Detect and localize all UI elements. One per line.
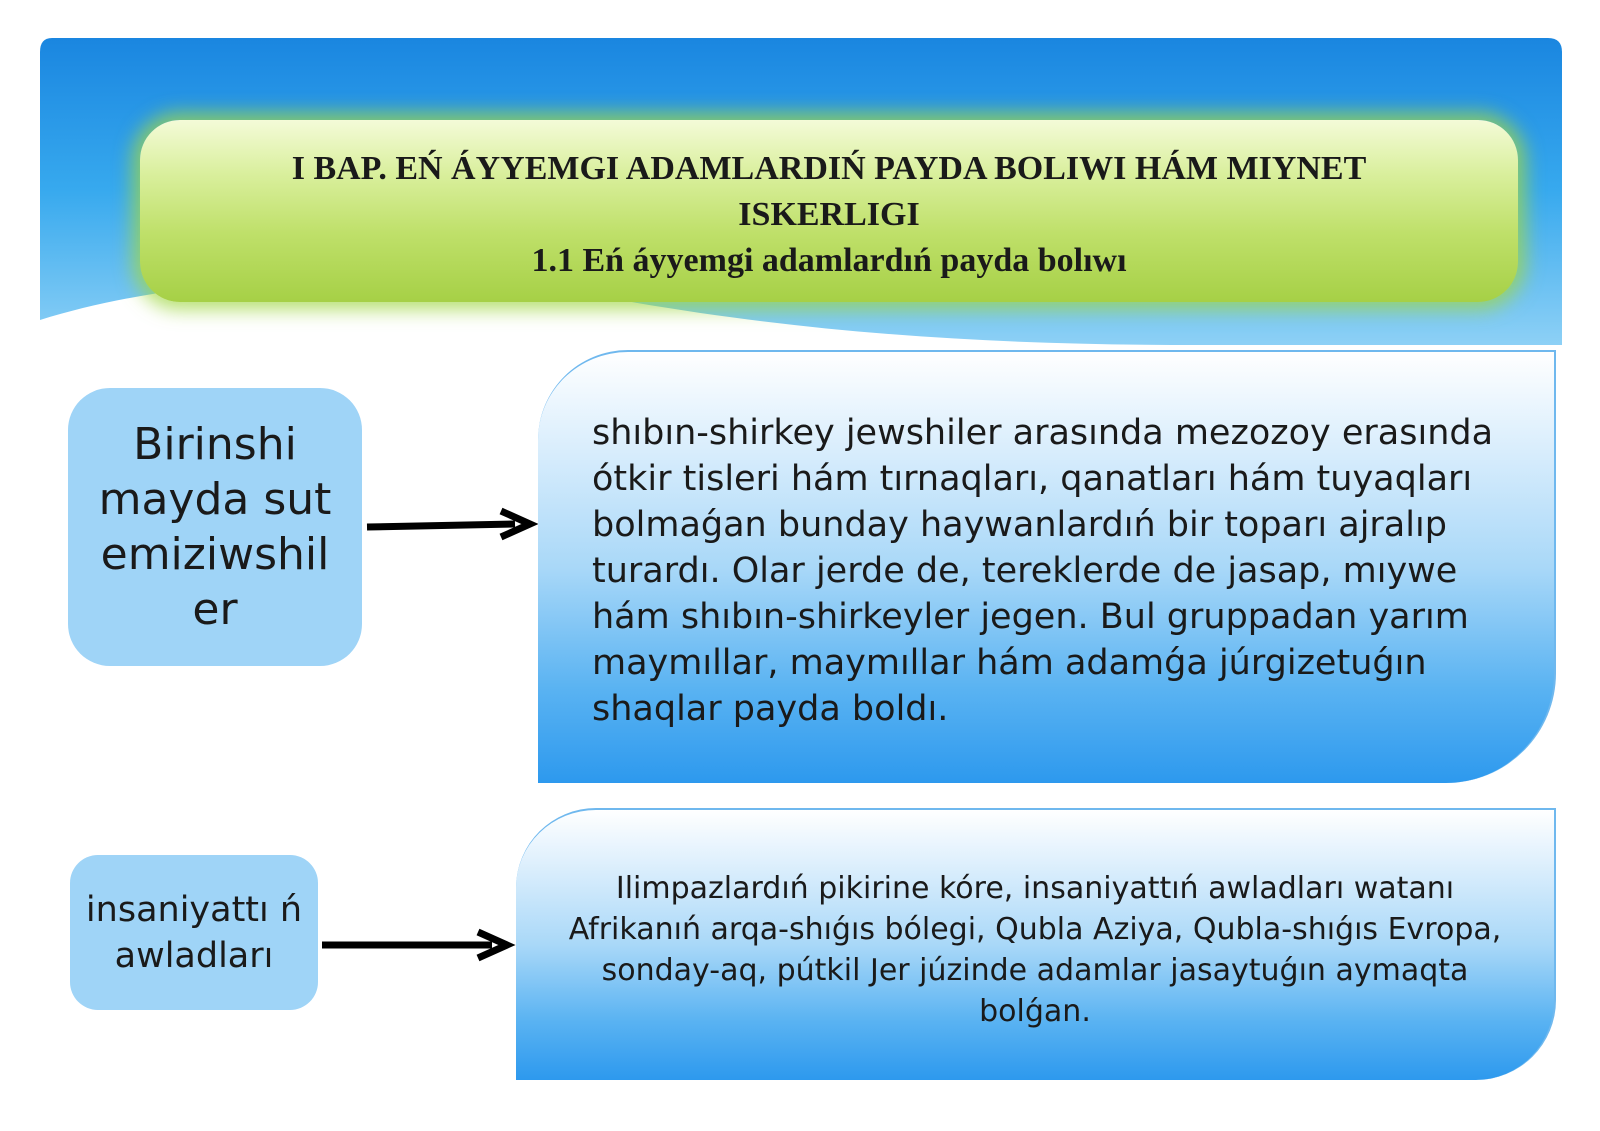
chapter-title: I BAP. EŃ ÁYYEMGI ADAMLARDIŃ PAYDA BOLIWI HÁM MIYNET ISKERLIGI [291,150,1367,233]
text-box-2-content: Ilimpazlardıń pikirine kóre, insaniyattıń awladları watanı Afrikanıń arqa-shıǵıs bólegi, Qubla Aziya, Qubla-shıǵıs Evropa, sonday-aq, pútkil Jer júzinde adamlar jasaytuǵın aymaqta bolǵan. [568,871,1502,1029]
title-banner [140,120,1518,302]
text-box-1-content: shıbın-shirkey jewshiler arasında mezozoy erasında ótkir tisleri hám tırnaqları, qanatları hám tuyaqları bolmaǵan bunday haywanlardıń bir toparı ajralıp turardı. Olar jerde de, tereklerde de jasap, mıywe hám shıbın-shirkeyler jegen. Bul gruppadan yarım maymıllar, maymıllar hám adamǵa júrgizetuǵın shaqlar payda boldı. [592,413,1494,729]
text-box-2 [516,808,1556,1080]
label-box-2 [70,855,318,1010]
section-title: 1.1 Eń áyyemgi adamlardıń payda bolıwı [531,242,1127,279]
arrow-right-icon [365,505,541,545]
label-box-2-text: insaniyattı ń awladları [85,889,303,976]
arrow-right-icon [320,925,520,965]
label-box-1 [68,388,362,666]
text-box-1 [538,350,1556,783]
label-box-1-text: Birinshi mayda sut emiziwshil er [98,419,332,635]
